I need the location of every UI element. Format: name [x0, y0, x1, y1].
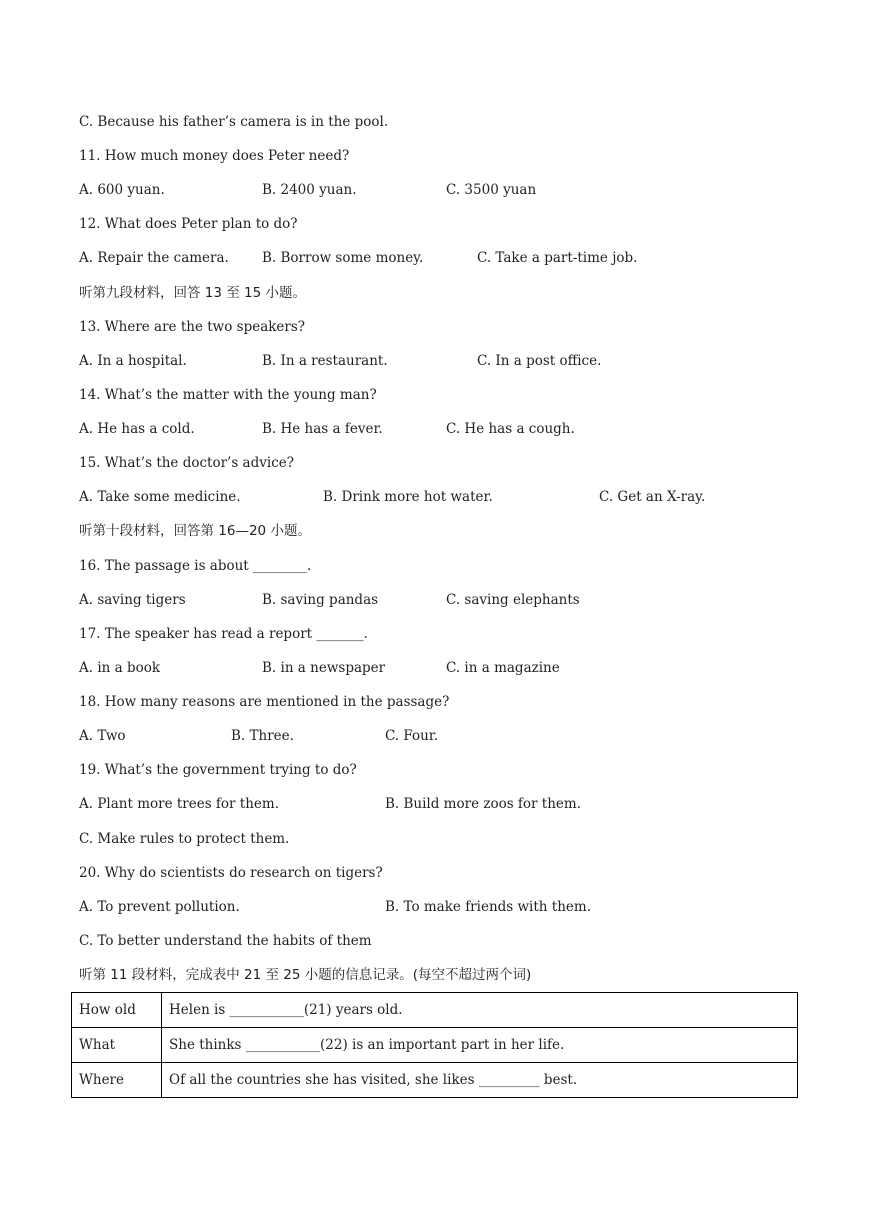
- question-12-option-c: C. Take a part-time job.: [477, 250, 638, 266]
- question-19: 19. What’s the government trying to do?: [79, 762, 357, 778]
- row-label: Where: [72, 1063, 162, 1098]
- question-15: 15. What’s the doctor’s advice?: [79, 455, 294, 471]
- section-11-instruction: 听第 11 段材料，完成表中 21 至 25 小题的信息记录。(每空不超过两个词): [79, 967, 532, 983]
- question-13-option-c: C. In a post office.: [477, 353, 602, 369]
- question-11-option-c: C. 3500 yuan: [446, 182, 537, 198]
- question-11-option-a: A. 600 yuan.: [79, 182, 165, 198]
- question-20-option-b: B. To make friends with them.: [385, 899, 591, 915]
- table-row: [72, 1063, 798, 1098]
- question-12: 12. What does Peter plan to do?: [79, 216, 298, 232]
- question-13-option-a: A. In a hospital.: [79, 353, 187, 369]
- question-10-option-c: C. Because his father’s camera is in the pool.: [79, 114, 389, 130]
- question-13: 13. Where are the two speakers?: [79, 319, 306, 335]
- question-17-option-b: B. in a newspaper: [262, 660, 386, 676]
- info-record-table: [71, 992, 798, 1098]
- question-15-option-c: C. Get an X-ray.: [599, 489, 706, 505]
- question-17-option-a: A. in a book: [79, 660, 161, 676]
- question-16-option-b: B. saving pandas: [262, 592, 379, 608]
- section-10-instruction: 听第十段材料，回答第 16—20 小题。: [79, 523, 311, 539]
- row-text: She thinks ___________(22) is an important part in her life.: [162, 1028, 798, 1063]
- question-18-option-a: A. Two: [79, 728, 126, 744]
- question-20-option-c: C. To better understand the habits of them: [79, 933, 372, 949]
- row-label: What: [72, 1028, 162, 1063]
- table-row: [72, 993, 798, 1028]
- row-text: Of all the countries she has visited, she likes _________ best.: [162, 1063, 798, 1098]
- question-17-option-c: C. in a magazine: [446, 660, 560, 676]
- question-19-option-c: C. Make rules to protect them.: [79, 831, 290, 847]
- table-row: [72, 1028, 798, 1063]
- question-18: 18. How many reasons are mentioned in the passage?: [79, 694, 450, 710]
- question-16: 16. The passage is about ________.: [79, 558, 312, 574]
- question-12-option-a: A. Repair the camera.: [79, 250, 229, 266]
- question-14: 14. What’s the matter with the young man?: [79, 387, 377, 403]
- question-13-option-b: B. In a restaurant.: [262, 353, 388, 369]
- question-18-option-b: B. Three.: [231, 728, 294, 744]
- question-11-option-b: B. 2400 yuan.: [262, 182, 357, 198]
- question-20-option-a: A. To prevent pollution.: [79, 899, 240, 915]
- question-15-option-b: B. Drink more hot water.: [323, 489, 493, 505]
- question-14-option-b: B. He has a fever.: [262, 421, 383, 437]
- question-12-option-b: B. Borrow some money.: [262, 250, 424, 266]
- section-9-instruction: 听第九段材料，回答 13 至 15 小题。: [79, 285, 307, 301]
- question-14-option-a: A. He has a cold.: [79, 421, 195, 437]
- question-19-option-a: A. Plant more trees for them.: [79, 796, 280, 812]
- question-18-option-c: C. Four.: [385, 728, 439, 744]
- row-text: Helen is ___________(21) years old.: [162, 993, 798, 1028]
- question-15-option-a: A. Take some medicine.: [79, 489, 241, 505]
- question-20: 20. Why do scientists do research on tigers?: [79, 865, 383, 881]
- question-16-option-c: C. saving elephants: [446, 592, 580, 608]
- question-14-option-c: C. He has a cough.: [446, 421, 575, 437]
- question-11: 11. How much money does Peter need?: [79, 148, 350, 164]
- question-17: 17. The speaker has read a report _______.: [79, 626, 368, 642]
- row-label: How old: [72, 993, 162, 1028]
- question-19-option-b: B. Build more zoos for them.: [385, 796, 582, 812]
- question-16-option-a: A. saving tigers: [79, 592, 186, 608]
